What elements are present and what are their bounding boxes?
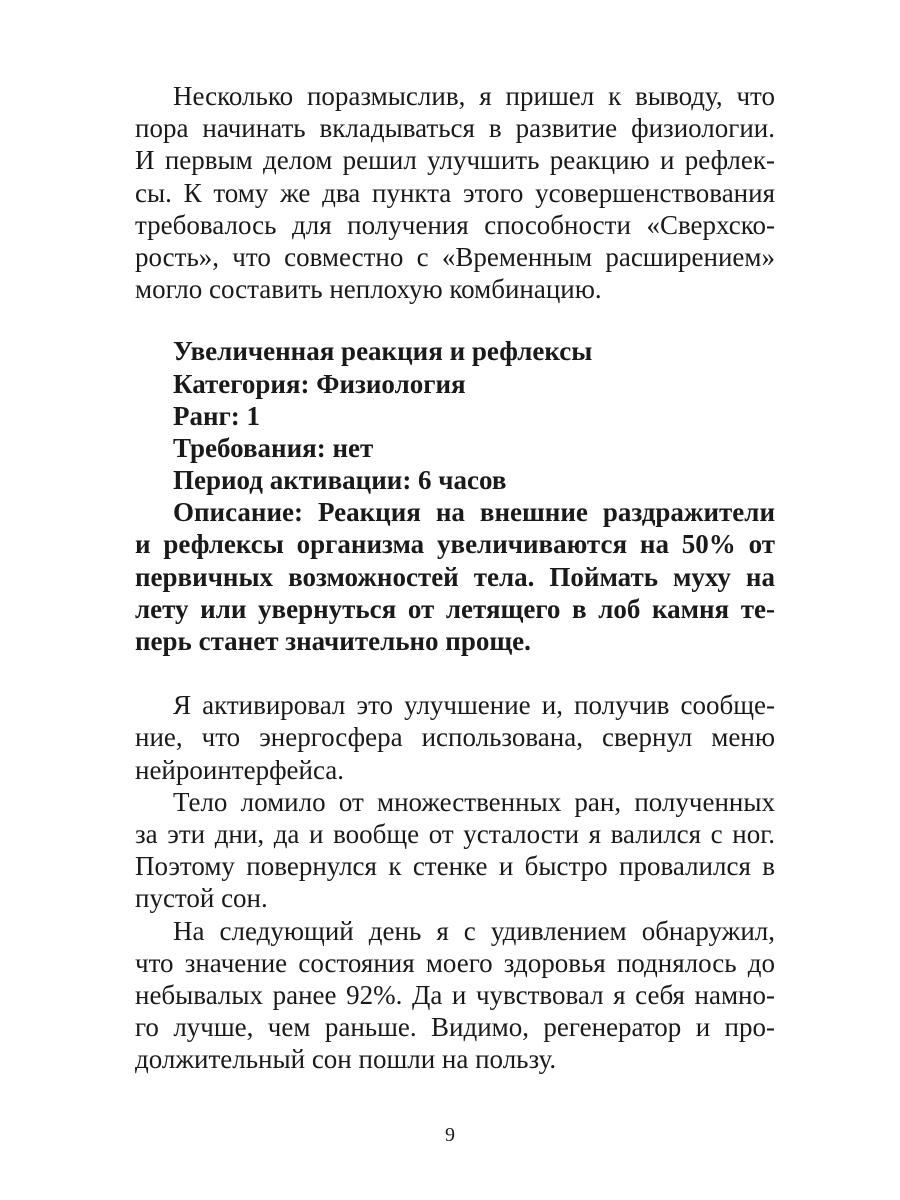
paragraph-activation <box>135 689 775 786</box>
spacer <box>135 657 775 689</box>
text-line: что значение состояния моего здоровья поднялось до <box>135 947 775 978</box>
description-line: и рефлексы организма увеличиваются на 50% от <box>135 529 775 560</box>
text-line: На следующий день я с удивлением обнаружил, <box>173 915 775 946</box>
text-line: Несколько поразмыслив, я пришел к выводу, что <box>173 81 775 111</box>
text-line: нейроинтерфейса. <box>135 754 345 785</box>
paragraph-next-day <box>135 915 775 1076</box>
skill-category: Категория: Физиология <box>173 368 466 399</box>
spacer <box>135 305 775 335</box>
skill-description <box>135 496 775 657</box>
skill-name: Увеличенная реакция и рефлексы <box>173 336 593 367</box>
text-line: сы. К тому же два пункта этого усовершенствования <box>135 177 775 208</box>
text-line: го лучше, чем раньше. Видимо, регенератор и про- <box>135 1012 775 1043</box>
book-page <box>135 80 775 1075</box>
description-line: Описание: Реакция на внешние раздражители <box>173 497 775 528</box>
text-line: И первым делом решил улучшить реакцию и рефлек- <box>135 145 775 176</box>
text-line: требовалось для получения способности «Сверхско- <box>135 209 775 240</box>
text-line: Поэтому повернулся к стенке и быстро провалился в <box>135 851 775 882</box>
paragraph-sleep <box>135 786 775 915</box>
text-line: небывалых ранее 92%. Да и чувствовал я себя намно- <box>135 979 775 1010</box>
text-line: Я активировал это улучшение и, получив сообще- <box>173 690 775 721</box>
description-line: первичных возможностей тела. Поймать муху на <box>135 561 775 592</box>
skill-card <box>135 335 775 657</box>
text-line: ние, что энергосфера использована, свернул меню <box>135 722 775 753</box>
text-line: пора начинать вкладываться в развитие физиологии. <box>135 113 775 144</box>
text-line: могло составить неплохую комбинацию. <box>135 274 602 305</box>
page-number: 9 <box>445 1124 455 1146</box>
skill-activation-period: Период активации: 6 часов <box>173 465 507 496</box>
description-line: лету или увернуться от летящего в лоб камня те- <box>135 593 775 624</box>
text-line: пустой сон. <box>135 883 268 914</box>
skill-rank: Ранг: 1 <box>173 400 261 431</box>
skill-requirements: Требования: нет <box>173 432 374 463</box>
text-line: за эти дни, да и вообще от усталости я валился с ног. <box>135 818 775 849</box>
description-line: перь станет значительно проще. <box>135 626 531 656</box>
text-line: Тело ломило от множественных ран, полученных <box>173 786 775 817</box>
text-line: рость», что совместно с «Временным расширением» <box>135 241 775 272</box>
text-line: должительный сон пошли на пользу. <box>135 1044 557 1075</box>
intro-paragraph <box>135 80 775 305</box>
